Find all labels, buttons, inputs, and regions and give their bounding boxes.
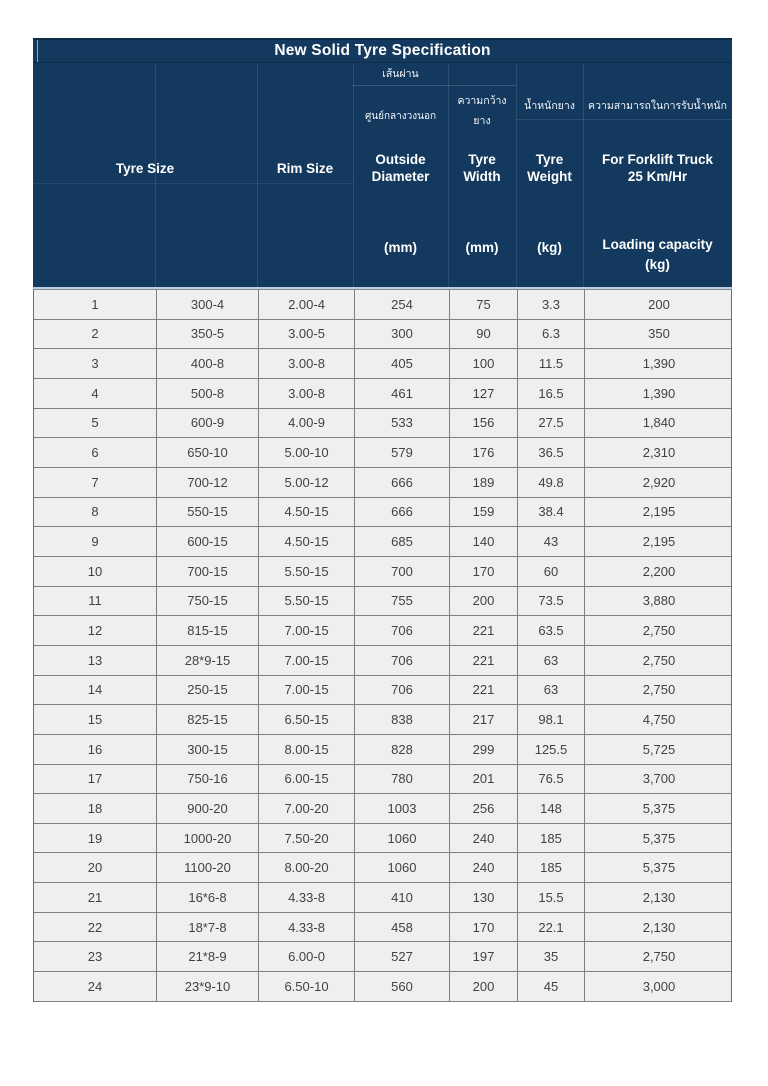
cell-rim-size: 6.00-0 — [258, 942, 354, 971]
cell-tyre-weight-kg: 35 — [517, 942, 584, 971]
cell-tyre-width-mm: 221 — [449, 616, 517, 645]
cell-rim-size: 3.00-8 — [258, 349, 354, 378]
table-row — [34, 349, 731, 379]
cell-tyre-size: 825-15 — [156, 705, 258, 734]
cell-rim-size: 5.00-10 — [258, 438, 354, 467]
table-row — [34, 972, 731, 1002]
cell-tyre-weight-kg: 43 — [517, 527, 584, 556]
cell-tyre-width-mm: 90 — [449, 320, 517, 349]
cell-tyre-width-mm: 256 — [449, 794, 517, 823]
cell-tyre-size: 700-12 — [156, 468, 258, 497]
cell-rim-size: 5.50-15 — [258, 587, 354, 616]
cell-no: 10 — [87, 563, 103, 579]
cell-loading-capacity-kg: 4,750 — [584, 705, 733, 734]
cell-outside-diameter-mm: 666 — [354, 498, 449, 527]
cell-no: 7 — [91, 474, 99, 490]
cell-no: 15 — [87, 712, 103, 728]
table-row — [34, 942, 731, 972]
cell-loading-capacity-kg: 350 — [584, 320, 733, 349]
cell-tyre-size: 23*9-10 — [156, 972, 258, 1001]
cell-rim-size: 5.50-15 — [258, 557, 354, 586]
cell-tyre-weight-kg: 6.3 — [517, 320, 584, 349]
cell-loading-capacity-kg: 1,390 — [584, 349, 733, 378]
cell-tyre-size: 1000-20 — [156, 824, 258, 853]
column-header-forklift: For Forklift Truck 25 Km/Hr — [601, 152, 713, 184]
page-title: New Solid Tyre Specification — [274, 42, 491, 59]
cell-outside-diameter-mm: 685 — [354, 527, 449, 556]
cell-outside-diameter-mm: 706 — [354, 616, 449, 645]
cell-outside-diameter-mm: 410 — [354, 883, 449, 912]
cell-tyre-width-mm: 130 — [449, 883, 517, 912]
cell-outside-diameter-mm: 1060 — [354, 824, 449, 853]
cell-loading-capacity-kg: 2,920 — [584, 468, 733, 497]
cell-tyre-width-mm: 221 — [449, 646, 517, 675]
table-row — [34, 320, 731, 350]
cell-tyre-width-mm: 176 — [449, 438, 517, 467]
cell-tyre-weight-kg: 60 — [517, 557, 584, 586]
cell-no: 14 — [87, 682, 103, 698]
cell-outside-diameter-mm: 838 — [354, 705, 449, 734]
cell-tyre-size: 16*6-8 — [156, 883, 258, 912]
cell-tyre-weight-kg: 15.5 — [517, 883, 584, 912]
cell-tyre-size: 300-4 — [156, 290, 258, 319]
cell-tyre-width-mm: 240 — [449, 853, 517, 882]
column-header-outside-diameter: Outside Diameter — [371, 152, 430, 184]
cell-rim-size: 5.00-12 — [258, 468, 354, 497]
table-row — [34, 646, 731, 676]
cell-outside-diameter-mm: 254 — [354, 290, 449, 319]
column-header-tyre-size: Tyre Size — [115, 161, 175, 176]
cell-tyre-width-mm: 170 — [449, 913, 517, 942]
cell-outside-diameter-mm: 533 — [354, 409, 449, 438]
column-header-outside-diameter-thai-1: เส้นผ่าน — [382, 68, 419, 80]
cell-rim-size: 8.00-20 — [258, 853, 354, 882]
cell-no: 12 — [87, 623, 103, 639]
cell-loading-capacity-kg: 2,750 — [584, 646, 733, 675]
cell-tyre-size: 650-10 — [156, 438, 258, 467]
cell-tyre-width-mm: 189 — [449, 468, 517, 497]
table-row — [34, 438, 731, 468]
cell-tyre-weight-kg: 73.5 — [517, 587, 584, 616]
cell-tyre-weight-kg: 22.1 — [517, 913, 584, 942]
unit-loading-capacity: Loading capacity (kg) — [602, 237, 713, 272]
cell-loading-capacity-kg: 200 — [584, 290, 733, 319]
cell-no: 16 — [87, 741, 103, 757]
cell-tyre-width-mm: 200 — [449, 972, 517, 1001]
table-row — [34, 883, 731, 913]
cell-no: 5 — [91, 415, 99, 431]
cell-tyre-weight-kg: 27.5 — [517, 409, 584, 438]
cell-tyre-weight-kg: 98.1 — [517, 705, 584, 734]
cell-rim-size: 6.50-10 — [258, 972, 354, 1001]
cell-rim-size: 4.50-15 — [258, 527, 354, 556]
cell-tyre-size: 300-15 — [156, 735, 258, 764]
cell-outside-diameter-mm: 700 — [354, 557, 449, 586]
cell-tyre-weight-kg: 125.5 — [517, 735, 584, 764]
column-header-tyre-width-thai: ความกว้าง ยาง — [457, 95, 507, 127]
cell-no: 9 — [91, 534, 99, 550]
unit-tyre-weight: (kg) — [537, 240, 562, 255]
cell-outside-diameter-mm: 666 — [354, 468, 449, 497]
table-row — [34, 853, 731, 883]
cell-tyre-size: 550-15 — [156, 498, 258, 527]
cell-tyre-size: 750-16 — [156, 765, 258, 794]
cell-rim-size: 7.00-15 — [258, 646, 354, 675]
cell-rim-size: 6.50-15 — [258, 705, 354, 734]
cell-rim-size: 7.00-20 — [258, 794, 354, 823]
table-row — [34, 735, 731, 765]
cell-loading-capacity-kg: 2,750 — [584, 676, 733, 705]
cell-no: 23 — [87, 949, 103, 965]
cell-no: 20 — [87, 860, 103, 876]
cell-tyre-size: 500-8 — [156, 379, 258, 408]
cell-tyre-weight-kg: 16.5 — [517, 379, 584, 408]
cell-loading-capacity-kg: 2,195 — [584, 527, 733, 556]
cell-tyre-size: 400-8 — [156, 349, 258, 378]
table-row — [34, 498, 731, 528]
cell-tyre-weight-kg: 45 — [517, 972, 584, 1001]
cell-tyre-size: 250-15 — [156, 676, 258, 705]
cell-rim-size: 3.00-5 — [258, 320, 354, 349]
cell-tyre-weight-kg: 38.4 — [517, 498, 584, 527]
cell-tyre-size: 21*8-9 — [156, 942, 258, 971]
cell-outside-diameter-mm: 560 — [354, 972, 449, 1001]
cell-no: 24 — [87, 978, 103, 994]
cell-outside-diameter-mm: 828 — [354, 735, 449, 764]
cell-rim-size: 6.00-15 — [258, 765, 354, 794]
header-gridline — [33, 183, 353, 184]
cell-loading-capacity-kg: 3,700 — [584, 765, 733, 794]
cell-loading-capacity-kg: 1,840 — [584, 409, 733, 438]
cell-tyre-weight-kg: 3.3 — [517, 290, 584, 319]
cell-loading-capacity-kg: 2,130 — [584, 913, 733, 942]
cell-tyre-size: 28*9-15 — [156, 646, 258, 675]
cell-tyre-width-mm: 200 — [449, 587, 517, 616]
cell-tyre-size: 600-15 — [156, 527, 258, 556]
cell-tyre-weight-kg: 63.5 — [517, 616, 584, 645]
unit-tyre-width: (mm) — [465, 240, 499, 255]
cell-no: 4 — [91, 385, 99, 401]
cell-loading-capacity-kg: 5,375 — [584, 853, 733, 882]
cell-no: 18 — [87, 800, 103, 816]
table-row — [34, 913, 731, 943]
cell-tyre-weight-kg: 185 — [517, 824, 584, 853]
table-row — [34, 409, 731, 439]
cell-tyre-weight-kg: 36.5 — [517, 438, 584, 467]
cell-outside-diameter-mm: 1003 — [354, 794, 449, 823]
cell-rim-size: 7.00-15 — [258, 616, 354, 645]
header-gridline — [353, 85, 448, 86]
header-gridline — [516, 119, 732, 120]
table-title-bar — [33, 38, 732, 63]
table-row — [34, 676, 731, 706]
column-header-tyre-width: Tyre Width — [463, 152, 501, 184]
cell-outside-diameter-mm: 300 — [354, 320, 449, 349]
table-body — [33, 289, 732, 1002]
cell-tyre-width-mm: 201 — [449, 765, 517, 794]
table-row — [34, 794, 731, 824]
cell-loading-capacity-kg: 2,130 — [584, 883, 733, 912]
cell-tyre-width-mm: 217 — [449, 705, 517, 734]
cell-tyre-width-mm: 140 — [449, 527, 517, 556]
cell-outside-diameter-mm: 706 — [354, 676, 449, 705]
cell-rim-size: 7.00-15 — [258, 676, 354, 705]
cell-rim-size: 4.33-8 — [258, 913, 354, 942]
cell-loading-capacity-kg: 5,375 — [584, 824, 733, 853]
table-row — [34, 557, 731, 587]
table-row — [34, 824, 731, 854]
cell-tyre-weight-kg: 185 — [517, 853, 584, 882]
table-row — [34, 705, 731, 735]
cell-outside-diameter-mm: 405 — [354, 349, 449, 378]
cell-no: 6 — [91, 445, 99, 461]
cell-no: 22 — [87, 919, 103, 935]
cell-tyre-size: 750-15 — [156, 587, 258, 616]
unit-outside-diameter: (mm) — [384, 240, 417, 255]
cell-no: 3 — [91, 356, 99, 372]
table-row — [34, 290, 731, 320]
cell-no: 2 — [91, 326, 99, 342]
cell-tyre-size: 815-15 — [156, 616, 258, 645]
cell-no: 8 — [91, 504, 99, 520]
cell-tyre-width-mm: 170 — [449, 557, 517, 586]
column-header-loading-capacity-thai: ความสามารถในการรับน้ำหนัก — [588, 100, 727, 112]
cell-tyre-weight-kg: 11.5 — [517, 349, 584, 378]
cell-tyre-width-mm: 240 — [449, 824, 517, 853]
cell-loading-capacity-kg: 2,200 — [584, 557, 733, 586]
cell-loading-capacity-kg: 2,750 — [584, 616, 733, 645]
column-header-rim-size: Rim Size — [276, 161, 334, 176]
cell-tyre-weight-kg: 76.5 — [517, 765, 584, 794]
cell-loading-capacity-kg: 1,390 — [584, 379, 733, 408]
table-row — [34, 616, 731, 646]
table-row — [34, 765, 731, 795]
table-row — [34, 379, 731, 409]
cell-tyre-width-mm: 197 — [449, 942, 517, 971]
cell-tyre-size: 600-9 — [156, 409, 258, 438]
cell-outside-diameter-mm: 706 — [354, 646, 449, 675]
cell-tyre-width-mm: 156 — [449, 409, 517, 438]
cell-tyre-size: 1100-20 — [156, 853, 258, 882]
cell-loading-capacity-kg: 2,310 — [584, 438, 733, 467]
header-gridline — [448, 85, 516, 86]
cell-loading-capacity-kg: 3,880 — [584, 587, 733, 616]
cell-loading-capacity-kg: 5,375 — [584, 794, 733, 823]
table-row — [34, 468, 731, 498]
cell-tyre-weight-kg: 49.8 — [517, 468, 584, 497]
cell-rim-size: 4.50-15 — [258, 498, 354, 527]
cell-tyre-size: 900-20 — [156, 794, 258, 823]
cell-no: 21 — [87, 889, 103, 905]
cell-loading-capacity-kg: 2,750 — [584, 942, 733, 971]
column-header-tyre-weight-thai: น้ำหนักยาง — [524, 100, 575, 112]
cell-tyre-width-mm: 221 — [449, 676, 517, 705]
cell-no: 17 — [87, 771, 103, 787]
cell-rim-size: 3.00-8 — [258, 379, 354, 408]
cell-tyre-weight-kg: 63 — [517, 646, 584, 675]
cell-loading-capacity-kg: 5,725 — [584, 735, 733, 764]
tyre-specification-table — [33, 38, 732, 1002]
table-header — [33, 63, 732, 287]
cell-outside-diameter-mm: 780 — [354, 765, 449, 794]
cell-tyre-size: 700-15 — [156, 557, 258, 586]
column-header-outside-diameter-thai-2: ศูนย์กลางวงนอก — [364, 111, 437, 122]
cell-tyre-weight-kg: 148 — [517, 794, 584, 823]
cell-loading-capacity-kg: 3,000 — [584, 972, 733, 1001]
cell-tyre-size: 18*7-8 — [156, 913, 258, 942]
table-row — [34, 527, 731, 557]
cell-outside-diameter-mm: 527 — [354, 942, 449, 971]
cell-no: 13 — [87, 652, 103, 668]
cell-no: 1 — [91, 296, 99, 312]
cell-rim-size: 4.00-9 — [258, 409, 354, 438]
cell-tyre-width-mm: 75 — [449, 290, 517, 319]
cell-tyre-width-mm: 159 — [449, 498, 517, 527]
cell-rim-size: 2.00-4 — [258, 290, 354, 319]
cell-outside-diameter-mm: 458 — [354, 913, 449, 942]
cell-loading-capacity-kg: 2,195 — [584, 498, 733, 527]
cell-no: 19 — [87, 830, 103, 846]
column-header-tyre-weight: Tyre Weight — [527, 152, 572, 184]
table-row — [34, 587, 731, 617]
cell-rim-size: 4.33-8 — [258, 883, 354, 912]
cell-outside-diameter-mm: 579 — [354, 438, 449, 467]
cell-rim-size: 7.50-20 — [258, 824, 354, 853]
cell-rim-size: 8.00-15 — [258, 735, 354, 764]
cell-tyre-width-mm: 100 — [449, 349, 517, 378]
cell-no: 11 — [88, 593, 102, 609]
cell-outside-diameter-mm: 461 — [354, 379, 449, 408]
cell-outside-diameter-mm: 755 — [354, 587, 449, 616]
cell-tyre-weight-kg: 63 — [517, 676, 584, 705]
cell-outside-diameter-mm: 1060 — [354, 853, 449, 882]
cell-tyre-width-mm: 299 — [449, 735, 517, 764]
cell-tyre-width-mm: 127 — [449, 379, 517, 408]
cell-tyre-size: 350-5 — [156, 320, 258, 349]
